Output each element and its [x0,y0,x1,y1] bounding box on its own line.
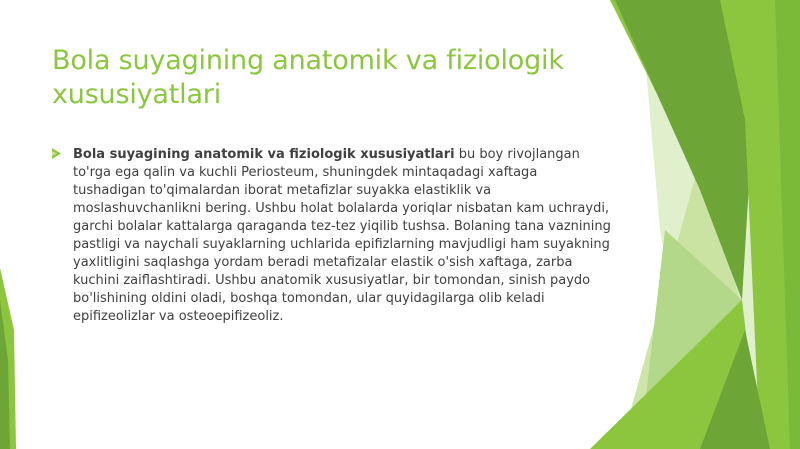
slide-title: Bola suyagining anatomik va fiziologik xususiyatlari [52,45,564,110]
bullet-item [52,146,612,326]
bullet-body-text: bu boy rivojlangan to'rga ega qalin va kuchli Periosteum, shuningdek mintaqadagi xaftaga tushadigan to'qimalardan iborat metafizlar suyakka elastiklik va moslashuvchanlikni bering. Ushbu holat bolalarda yoriqlar nisbatan kam uchraydi, garchi bolalar kattalarga qaraganda tez-tez yiqilib tushsa. Bolaning tana vaznining pastligi va naychali suyaklarning uchlarida epifizlarning mavjudligi ham suyakning yaxlitligini saqlashga yordam beradi metafizalar elastik o'sish xaftaga, zarba kuchini zaiflashtiradi. Ushbu anatomik xususiyatlar, bir tomondan, sinish paydo bo'lishining oldini oladi, boshqa tomondan, ular quyidagilarga olib keladi epifizeolizlar va osteoepifizeoliz. [73,147,611,324]
slide-content [52,146,612,326]
bullet-text [73,146,612,326]
bullet-arrow-icon [52,148,61,159]
bullet-bold-text: Bola suyagining anatomik va fiziologik xususiyatlari [73,147,455,162]
